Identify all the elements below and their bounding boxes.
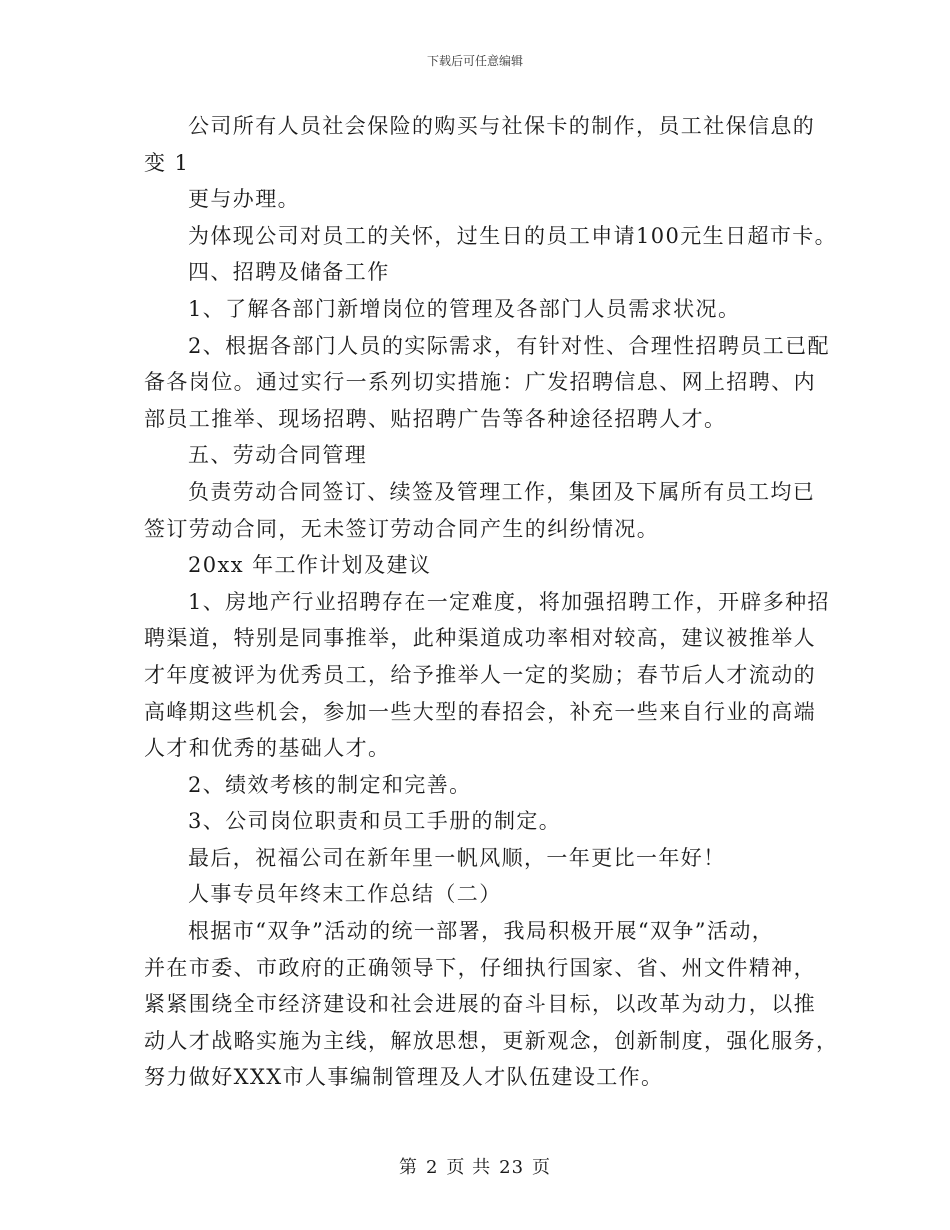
text-line: 签订劳动合同，无未签订劳动合同产生的纠纷情况。 (144, 516, 660, 541)
current-page-number: 2 (425, 1157, 439, 1178)
text-line: 并在市委、市政府的正确领导下，仔细执行国家、省、州文件精神， (144, 955, 816, 980)
text-line: 紧紧围绕全市经济建设和社会进展的奋斗目标，以改革为动力，以推 (144, 992, 816, 1017)
text-line: 四、招聘及储备工作 (188, 260, 390, 285)
page-label-prefix: 第 (398, 1157, 418, 1178)
text-line: 才年度被评为优秀员工，给予推举人一定的奖励；春节后人才流动的 (144, 662, 816, 687)
text-line: 3、公司岗位职责和员工手册的制定。 (188, 809, 562, 834)
text-line: 动人才战略实施为主线，解放思想，更新观念，创新制度，强化服务， (144, 1028, 839, 1053)
text-line: 人才和优秀的基础人才。 (144, 736, 391, 761)
text-line: 五、劳动合同管理 (188, 443, 368, 468)
page-footer (0, 1153, 950, 1179)
text-line: 根据市“双争”活动的统一部署，我局积极开展“双争”活动， (188, 919, 775, 944)
document-body (144, 108, 839, 1096)
text-line: 人事专员年终末工作总结（二） (188, 882, 502, 907)
total-page-count: 23 (499, 1157, 525, 1178)
text-line: 变 1 (144, 150, 190, 175)
text-line: 备各岗位。通过实行一系列切实措施：广发招聘信息、网上招聘、内 (144, 370, 816, 395)
text-line: 20xx 年工作计划及建议 (188, 553, 432, 578)
text-line: 高峰期这些机会，参加一些大型的春招会，补充一些来自行业的高端 (144, 699, 816, 724)
page-header: 下载后可任意编辑 (426, 54, 523, 68)
page-label-suffix: 页 (532, 1157, 552, 1178)
text-line: 负责劳动合同签订、续签及管理工作，集团及下属所有员工均已 (188, 479, 816, 504)
page-label-middle: 页 共 (446, 1157, 492, 1178)
text-line: 2、根据各部门人员的实际需求，有针对性、合理性招聘员工已配 (188, 333, 830, 358)
text-line: 1、房地产行业招聘存在一定难度，将加强招聘工作，开辟多种招 (188, 589, 830, 614)
text-line: 更与办理。 (188, 187, 300, 212)
text-line: 努力做好XXX市人事编制管理及人才队伍建设工作。 (144, 1065, 664, 1090)
text-line: 部员工推举、现场招聘、贴招聘广告等各种途径招聘人才。 (144, 406, 727, 431)
text-line: 2、绩效考核的制定和完善。 (188, 772, 472, 797)
text-line: 1、了解各部门新增岗位的管理及各部门人员需求状况。 (188, 296, 741, 321)
text-line: 最后，祝福公司在新年里一帆风顺，一年更比一年好！ (188, 845, 726, 870)
text-line: 为体现公司对员工的关怀，过生日的员工申请100元生日超市卡。 (188, 223, 838, 248)
text-line: 聘渠道，特别是同事推举，此种渠道成功率相对较高，建议被推举人 (144, 626, 816, 651)
text-line: 公司所有人员社会保险的购买与社保卡的制作，员工社保信息的 (188, 114, 816, 138)
